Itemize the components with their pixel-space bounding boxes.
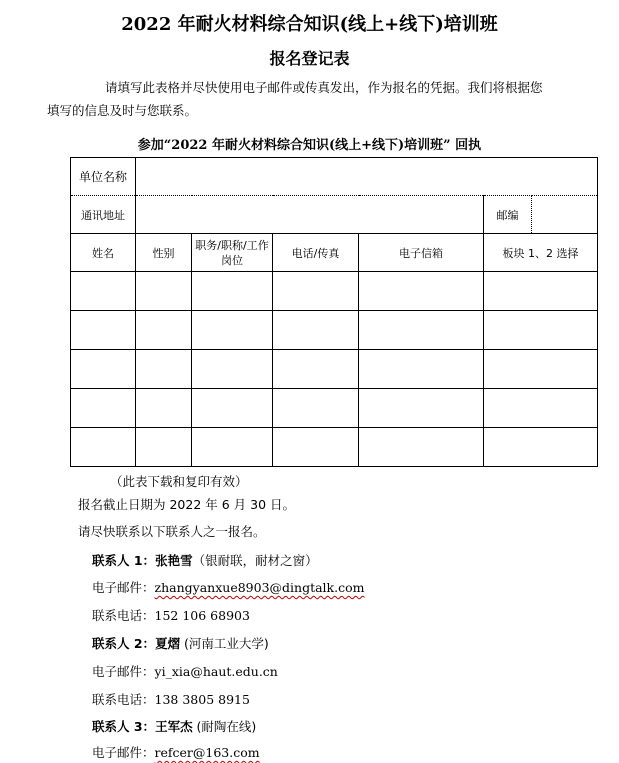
- contact-3-org: (耐陶在线): [192, 719, 257, 734]
- unit-name-label: 单位名称: [71, 158, 136, 196]
- receipt-title: 参加“2022 年耐火材料综合知识(线上+线下)培训班” 回执: [137, 138, 482, 153]
- registration-form-table: [70, 157, 598, 467]
- contact-2-heading: [92, 634, 269, 652]
- cell-email[interactable]: [359, 389, 484, 428]
- cell-position[interactable]: [192, 272, 273, 311]
- cell-position[interactable]: [192, 350, 273, 389]
- document-title: 2022 年耐火材料综合知识(线上+线下)培训班: [121, 14, 498, 35]
- cell-email[interactable]: [359, 350, 484, 389]
- contact-1-phone: 152 106 68903: [154, 608, 250, 623]
- cell-gender[interactable]: [136, 428, 192, 467]
- contact-3-email-label: 电子邮件：: [92, 745, 155, 760]
- table-row: [71, 350, 598, 389]
- cell-phone[interactable]: [273, 350, 359, 389]
- copy-note: （此表下载和复印有效）: [110, 474, 248, 489]
- intro-line-2: 填写的信息及时与您联系。: [47, 103, 198, 118]
- contact-3-email[interactable]: refcer@163.com: [154, 745, 260, 760]
- cell-gender[interactable]: [136, 272, 192, 311]
- unit-name-field[interactable]: [136, 158, 598, 196]
- intro-line-1: 请填写此表格并尽快使用电子邮件或传真发出，作为报名的凭据。我们将根据您: [105, 80, 543, 95]
- cell-module[interactable]: [484, 311, 598, 350]
- document-subtitle: 报名登记表: [269, 49, 350, 68]
- contact-2-phone: 138 3805 8915: [154, 692, 250, 707]
- cell-gender[interactable]: [136, 389, 192, 428]
- contact-2-email-line: [92, 662, 278, 680]
- address-label: 通讯地址: [71, 196, 136, 234]
- cell-module[interactable]: [484, 389, 598, 428]
- contact-3-heading: [92, 717, 256, 735]
- col-header-module: 板块 1、2 选择: [484, 234, 598, 272]
- contact-1-phone-label: 联系电话：: [92, 608, 155, 623]
- cell-module[interactable]: [484, 350, 598, 389]
- cell-name[interactable]: [71, 272, 136, 311]
- col-header-email: 电子信箱: [359, 234, 484, 272]
- contact-2-email[interactable]: yi_xia@haut.edu.cn: [154, 664, 278, 679]
- cell-email[interactable]: [359, 311, 484, 350]
- cell-gender[interactable]: [136, 311, 192, 350]
- cell-position[interactable]: [192, 428, 273, 467]
- contact-3-email-line: [92, 743, 260, 761]
- contact-2-name: 夏熠: [155, 636, 181, 651]
- table-row: [71, 311, 598, 350]
- cell-phone[interactable]: [273, 389, 359, 428]
- address-field[interactable]: [136, 196, 484, 234]
- cell-position[interactable]: [192, 389, 273, 428]
- contact-2-label: 联系人 2：: [92, 636, 156, 651]
- contact-2-org: (河南工业大学): [180, 636, 269, 651]
- intro-paragraph: [47, 76, 597, 122]
- contact-2-phone-label: 联系电话：: [92, 692, 155, 707]
- contact-3-name: 王军杰: [155, 719, 193, 734]
- cell-gender[interactable]: [136, 350, 192, 389]
- cell-module[interactable]: [484, 272, 598, 311]
- cell-phone[interactable]: [273, 311, 359, 350]
- contact-1-label: 联系人 1：: [92, 553, 156, 568]
- postcode-label: 邮编: [484, 196, 532, 234]
- cell-name[interactable]: [71, 428, 136, 467]
- table-row: [71, 428, 598, 467]
- contact-3-label: 联系人 3：: [92, 719, 156, 734]
- cell-name[interactable]: [71, 350, 136, 389]
- contact-2-email-label: 电子邮件：: [92, 664, 155, 679]
- col-header-position: 职务/职称/工作岗位: [192, 234, 273, 272]
- contact-2-phone-line: [92, 690, 250, 708]
- contact-1-name: 张艳雪: [155, 553, 193, 568]
- table-row: [71, 389, 598, 428]
- deadline-text: 报名截止日期为 2022 年 6 月 30 日。: [78, 497, 296, 512]
- cell-email[interactable]: [359, 272, 484, 311]
- col-header-name: 姓名: [71, 234, 136, 272]
- cell-phone[interactable]: [273, 428, 359, 467]
- cell-module[interactable]: [484, 428, 598, 467]
- cell-position[interactable]: [192, 311, 273, 350]
- cell-phone[interactable]: [273, 272, 359, 311]
- contact-1-heading: [92, 551, 318, 569]
- contact-1-org: （银耐联，耐材之窗）: [192, 553, 318, 568]
- cell-email[interactable]: [359, 428, 484, 467]
- cell-name[interactable]: [71, 389, 136, 428]
- contact-1-email-label: 电子邮件：: [92, 580, 155, 595]
- contact-1-phone-line: [92, 606, 250, 624]
- col-header-gender: 性别: [136, 234, 192, 272]
- table-row: [71, 272, 598, 311]
- contact-1-email-line: [92, 578, 364, 596]
- cell-name[interactable]: [71, 311, 136, 350]
- postcode-field[interactable]: [532, 196, 598, 234]
- col-header-phone: 电话/传真: [273, 234, 359, 272]
- contact-intro: 请尽快联系以下联系人之一报名。: [78, 524, 266, 539]
- contact-1-email[interactable]: zhangyanxue8903@dingtalk.com: [154, 580, 365, 595]
